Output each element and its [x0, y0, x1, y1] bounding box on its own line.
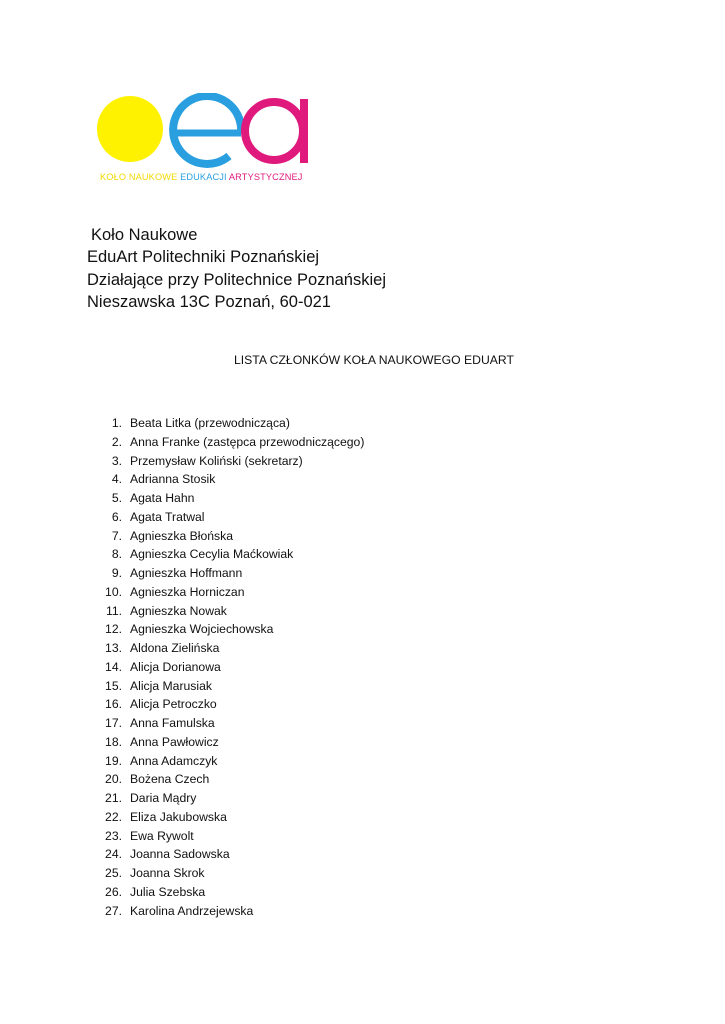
list-item-name: Karolina Andrzejewska [130, 903, 254, 918]
list-item-name: Joanna Skrok [130, 866, 205, 880]
list-item-name: Agnieszka Hoffmann [130, 566, 243, 580]
list-item-number: 24. [105, 847, 122, 862]
logo-yellow-circle [97, 96, 163, 162]
list-item-number: 25. [105, 866, 122, 880]
list-item-number: 16. [105, 697, 122, 712]
list-item-name: Anna Adamczyk [130, 753, 218, 768]
list-item-number: 7. [111, 528, 122, 543]
list-item-number: 22. [105, 809, 122, 824]
list-item-number: 3. [111, 453, 122, 468]
list-item-number: 18. [105, 734, 122, 749]
list-item-name: Agnieszka Cecylia Maćkowiak [130, 547, 294, 562]
list-item-name: Adrianna Stosik [130, 472, 216, 487]
list-item-number: 5. [111, 491, 122, 505]
list-item-name: Anna Franke (zastępca przewodniczącego) [130, 434, 365, 449]
list-item-name: Anna Famulska [130, 716, 215, 730]
list-item-number: 10. [105, 584, 122, 599]
logo-caption-part-3: ARTYSTYCZNEJ [228, 172, 303, 182]
list-item-name: Bożena Czech [130, 772, 210, 787]
list-item-name: Agnieszka Wojciechowska [130, 622, 274, 637]
list-item-name: Agnieszka Błońska [130, 528, 233, 543]
logo-caption [100, 172, 303, 182]
list-item-number: 15. [105, 678, 122, 693]
list-item-number: 14. [105, 659, 122, 674]
address-line-3: Działające przy Politechnice Poznańskiej [87, 270, 386, 289]
list-item-number: 23. [105, 828, 122, 843]
list-item-name: Agata Hahn [130, 491, 195, 505]
list-item-number: 12. [105, 622, 122, 637]
logo-caption-part-1: KOŁO NAUKOWE [100, 172, 181, 182]
list-item-name: Agata Tratwal [130, 509, 205, 524]
logo-letter-a-bowl [245, 102, 303, 160]
list-title: LISTA CZŁONKÓW KOŁA NAUKOWEGO EDUART [234, 353, 514, 367]
list-item-name: Ewa Rywolt [130, 828, 194, 843]
list-item-number: 26. [105, 884, 122, 899]
list-item-number: 21. [105, 791, 122, 805]
organization-address [87, 224, 386, 313]
address-line-2: EduArt Politechniki Poznańskiej [87, 248, 320, 267]
list-item-number: 6. [111, 509, 122, 524]
address-line-4: Nieszawska 13C Poznań, 60-021 [87, 292, 331, 311]
list-item-number: 1. [111, 416, 122, 430]
list-item-number: 19. [105, 753, 122, 768]
list-item-name: Anna Pawłowicz [130, 734, 219, 749]
list-item-number: 9. [111, 566, 122, 580]
list-item-number: 2. [111, 434, 122, 449]
list-item-name: Agnieszka Nowak [130, 603, 227, 618]
list-item-name: Joanna Sadowska [130, 847, 230, 862]
list-item-number: 27. [105, 903, 122, 918]
list-item-name: Przemysław Koliński (sekretarz) [130, 453, 303, 468]
list-item-name: Beata Litka (przewodnicząca) [130, 416, 290, 430]
list-item-name: Alicja Dorianowa [130, 659, 221, 674]
list-item-number: 17. [105, 716, 122, 730]
list-item-name: Alicja Petroczko [130, 697, 217, 712]
list-item-name: Aldona Zielińska [130, 641, 220, 655]
list-item-number: 4. [111, 472, 122, 487]
list-item-name: Julia Szebska [130, 884, 206, 899]
list-item-number: 11. [105, 603, 122, 618]
logo-caption-part-2: EDUKACJI [180, 172, 229, 182]
list-item-number: 8. [111, 547, 122, 562]
list-item-number: 13. [105, 641, 122, 655]
list-item-number: 20. [105, 772, 122, 787]
list-item-name: Agnieszka Horniczan [130, 584, 245, 599]
list-item-name: Eliza Jakubowska [130, 809, 227, 824]
address-line-1: Koło Naukowe [91, 226, 198, 244]
logo-graphic [96, 93, 311, 173]
list-item-name: Alicja Marusiak [130, 678, 212, 693]
list-item-name: Daria Mądry [130, 791, 197, 805]
